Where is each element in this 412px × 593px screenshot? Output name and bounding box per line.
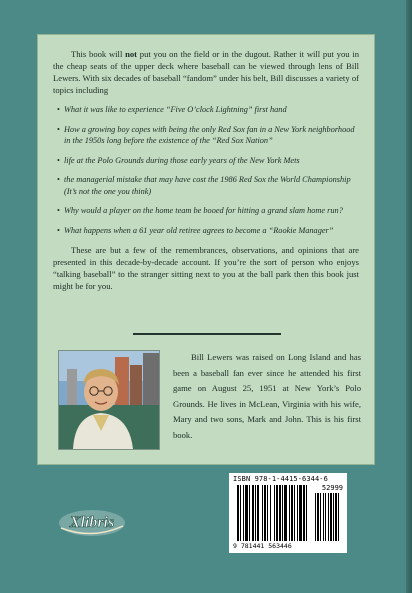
- barcode-bar: [315, 493, 316, 541]
- price-code: 52999: [321, 484, 343, 492]
- topic-text: What it was like to experience “Five O’clock Lightning” first hand: [64, 105, 287, 114]
- topic-item: [57, 104, 359, 116]
- author-portrait-icon: [59, 351, 159, 449]
- barcode-bar: [267, 485, 268, 541]
- publisher-logo: [57, 506, 127, 540]
- isbn-label: ISBN 978-1-4415-6344-6: [233, 475, 328, 483]
- barcode-bar: [237, 485, 239, 541]
- barcode-digits-right: 563446: [268, 542, 292, 550]
- barcode-bar: [282, 485, 283, 541]
- intro-text-start: This book will: [71, 49, 126, 59]
- barcode-bar: [338, 493, 339, 541]
- barcode-bar: [291, 485, 293, 541]
- topic-item: [57, 225, 359, 237]
- barcode-bar: [303, 485, 305, 541]
- topics-list: [53, 104, 359, 236]
- barcode-bar: [320, 493, 321, 541]
- barcode-bar: [279, 485, 281, 541]
- publisher-logo-text: Xlibris: [69, 514, 115, 531]
- barcode-bar: [270, 485, 271, 541]
- intro-bold-word: not: [125, 49, 138, 59]
- intro-paragraph: [53, 48, 359, 96]
- barcode-bar: [333, 493, 334, 541]
- barcode-bar: [257, 485, 259, 541]
- isbn-barcode-icon: [229, 473, 347, 553]
- bullet-icon: •: [57, 225, 60, 235]
- barcode-bar: [317, 493, 319, 541]
- bullet-icon: •: [57, 105, 60, 114]
- topic-text: the managerial mistake that may have cost the 1986 Red Sox the World Championship (It’s not the one you think): [64, 175, 351, 196]
- topic-text: life at the Polo Grounds during those early years of the New York Mets: [64, 155, 300, 165]
- topic-item: [57, 174, 359, 197]
- bullet-icon: •: [57, 175, 60, 184]
- barcode-bar: [255, 485, 256, 541]
- book-edge: [406, 0, 412, 593]
- barcode-bar: [297, 485, 298, 541]
- topic-text: What happens when a 61 year old retiree agrees to become a “Rookie Manager”: [64, 225, 334, 235]
- barcode-bar: [335, 493, 337, 541]
- outro-paragraph: These are but a few of the remembrances, observations, and opinions that are presented in this decade-by-decade account. If you’re the sort of person who enjoys “talking baseball” to the stranger sitting next to you at the ball park then this book just might be for you.: [53, 245, 359, 291]
- barcode-bar: [330, 493, 332, 541]
- author-bio: Bill Lewers was raised on Long Island and has been a baseball fan ever since he attended his first game on August 25, 1951 at New York’s Polo Grounds. He lives in McLean, Virginia with his wife, Mary and two sons, Mark and John. This is his first book.: [173, 352, 361, 440]
- barcode-bar: [276, 485, 278, 541]
- topic-item: [57, 124, 359, 147]
- barcode-bar: [306, 485, 307, 541]
- xlibris-logo-icon: [57, 506, 127, 540]
- barcode-bar: [245, 485, 248, 541]
- barcode-bar: [294, 485, 295, 541]
- barcode-bar: [299, 485, 302, 541]
- barcode-digits-left: 781441: [240, 542, 265, 550]
- bullet-icon: •: [57, 155, 60, 165]
- barcode-bar: [264, 485, 266, 541]
- barcode-bar: [323, 493, 324, 541]
- barcode-bar: [284, 485, 287, 541]
- topic-text: How a growing boy copes with being the only Red Sox fan in a New York neighborhood in the 1950s long before the existence of the “Red Sox Nation”: [64, 124, 355, 145]
- barcode-bar: [240, 485, 241, 541]
- topic-text: Why would a player on the home team be booed for hitting a grand slam home run?: [64, 206, 343, 215]
- author-photo: [58, 350, 160, 450]
- barcode-bar: [289, 485, 290, 541]
- topic-item: [57, 205, 359, 217]
- barcode-bar: [262, 485, 263, 541]
- barcode-digit-lead: 9: [233, 542, 237, 550]
- bullet-icon: •: [57, 124, 60, 134]
- barcode-bar: [328, 493, 329, 541]
- topic-item: [57, 155, 359, 167]
- barcode-bar: [249, 485, 250, 541]
- intro-text-end: put you on the field or in the dugout. Rather it will put you in the cheap seats of the upper deck where baseball can be viewed through lens of Bill Lewers. With six decades of baseball “fandom” under his belt, Bill discusses a variety of topics including: [53, 49, 359, 95]
- barcode-bar: [274, 485, 275, 541]
- bullet-icon: •: [57, 206, 60, 215]
- barcode-bar: [243, 485, 244, 541]
- section-divider: [133, 333, 281, 335]
- back-cover-panel: [37, 34, 375, 465]
- barcode-bar: [252, 485, 254, 541]
- barcode-digits: [233, 542, 292, 550]
- barcode-area: [229, 473, 347, 553]
- barcode-bar: [325, 493, 326, 541]
